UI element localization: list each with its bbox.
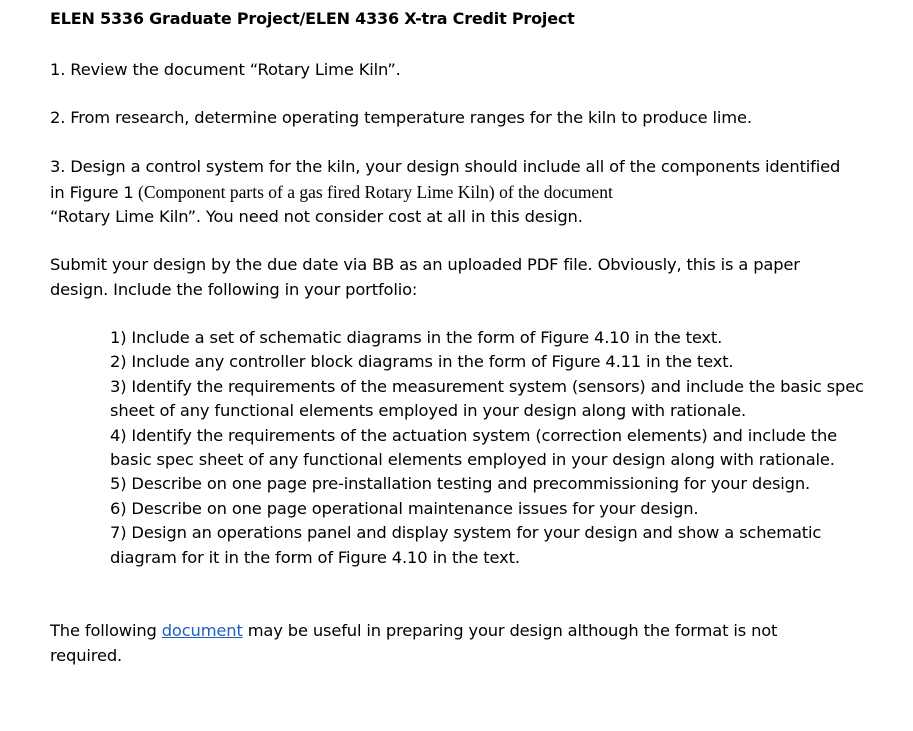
document-link[interactable]: document bbox=[161, 621, 243, 640]
portfolio-item-7: 7) Design an operations panel and display system for your design and show a schematic diagram for it in the form of Figure 4.10 in the text. bbox=[110, 523, 822, 567]
portfolio-item-5: 5) Describe on one page pre-installation testing and precommissioning for your design. bbox=[110, 474, 811, 494]
instruction-item-3 bbox=[50, 155, 850, 230]
closing-paragraph bbox=[50, 619, 850, 668]
closing-text-start: The following bbox=[50, 621, 162, 640]
portfolio-item-2: 2) Include any controller block diagrams in the form of Figure 4.11 in the text. bbox=[110, 352, 734, 372]
submission-paragraph: Submit your design by the due date via BB as an uploaded PDF file. Obviously, this is a paper design. Include the following in your portfolio: bbox=[50, 255, 800, 299]
portfolio-item-6: 6) Describe on one page operational maintenance issues for your design. bbox=[110, 498, 699, 518]
closing-text-end: may be useful in preparing your design although the format is not required. bbox=[50, 621, 778, 665]
instruction-item-3-text-end: “Rotary Lime Kiln”. You need not consider cost at all in this design. bbox=[50, 207, 583, 226]
instruction-item-3-figure-caption: (Component parts of a gas fired Rotary Lime Kiln) of the document bbox=[133, 181, 613, 202]
portfolio-list bbox=[110, 326, 870, 570]
instruction-item-3-text: 3. Design a control system for the kiln, your design should include all of the components identified in Figure 1 bbox=[50, 157, 841, 202]
document-title: ELEN 5336 Graduate Project/ELEN 4336 X-tra Credit Project bbox=[50, 9, 575, 28]
portfolio-item-1: 1) Include a set of schematic diagrams in the form of Figure 4.10 in the text. bbox=[110, 328, 723, 347]
portfolio-item-4: 4) Identify the requirements of the actuation system (correction elements) and include the basic spec sheet of any functional elements employed in your design along with rationale. bbox=[110, 425, 837, 470]
instruction-item-2: 2. From research, determine operating temperature ranges for the kiln to produce lime. bbox=[50, 108, 752, 127]
instruction-item-1: 1. Review the document “Rotary Lime Kiln”. bbox=[50, 60, 401, 79]
portfolio-item-3: 3) Identify the requirements of the measurement system (sensors) and include the basic spec sheet of any functional elements employed in your design along with rationale. bbox=[110, 376, 864, 421]
